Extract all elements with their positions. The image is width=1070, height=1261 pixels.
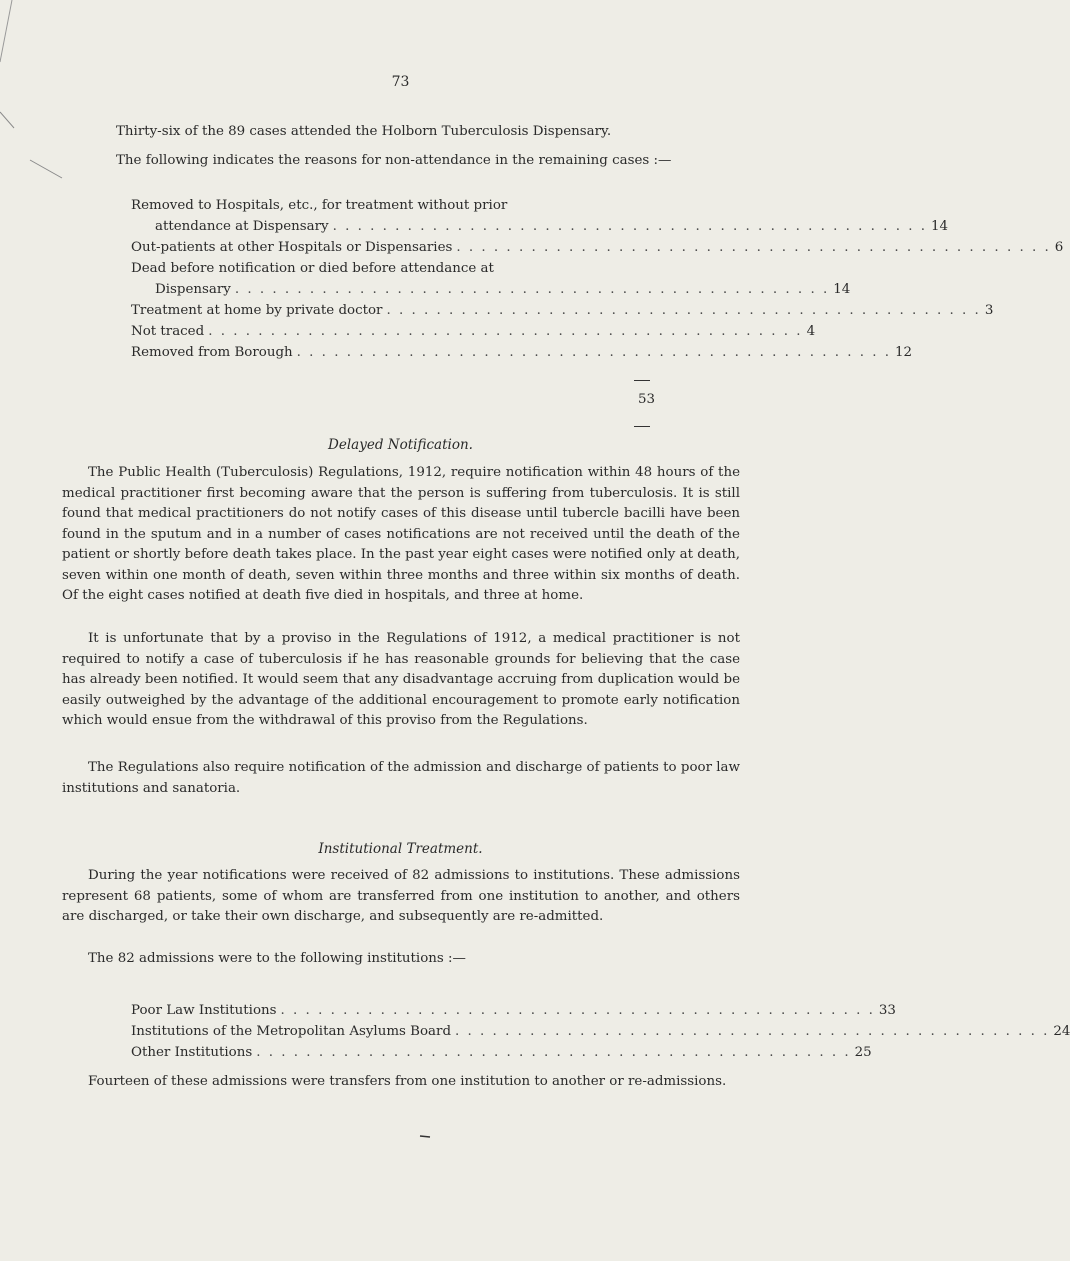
institution-value: 24 bbox=[1053, 1024, 1070, 1039]
institutional-paragraph-2: The 82 admissions were to the following institutions :— bbox=[88, 951, 466, 966]
institution-label: Poor Law Institutions bbox=[131, 1003, 277, 1018]
list-item bbox=[155, 217, 949, 237]
leader-dots: . . . . . . . . . . . . . . . . . . . . . . . . . . . . . . . . . . . . . . . . . . . . . . . . bbox=[332, 219, 927, 234]
list-item bbox=[155, 280, 851, 300]
leader-dots: . . . . . . . . . . . . . . . . . . . . . . . . . . . . . . . . . . . . . . . . . . . . . . . . bbox=[386, 303, 981, 318]
list-item bbox=[131, 1022, 1070, 1042]
list-item bbox=[131, 343, 913, 363]
page-number: 73 bbox=[391, 74, 410, 90]
reason-label: Out-patients at other Hospitals or Dispensaries bbox=[131, 240, 453, 255]
reason-label-line1: Removed to Hospitals, etc., for treatment without prior bbox=[131, 198, 508, 213]
leader-dots: . . . . . . . . . . . . . . . . . . . . . . . . . . . . . . . . . . . . . . . . . . . . . . . . bbox=[280, 1003, 875, 1018]
institution-label: Institutions of the Metropolitan Asylums Board bbox=[131, 1024, 452, 1039]
delayed-paragraph-3: The Regulations also require notification of the admission and discharge of patients to poor law institutions and sanatoria. bbox=[62, 760, 740, 796]
institution-value: 33 bbox=[878, 1003, 896, 1018]
section-heading-delayed: Delayed Notification. bbox=[328, 437, 473, 453]
scan-dash-mark bbox=[418, 1132, 434, 1140]
reason-value: 12 bbox=[895, 345, 913, 360]
leader-dots: . . . . . . . . . . . . . . . . . . . . . . . . . . . . . . . . . . . . . . . . . . . . . . . . bbox=[234, 282, 830, 297]
reason-value: 14 bbox=[930, 219, 949, 234]
list-item bbox=[131, 238, 1064, 258]
institution-label: Other Institutions bbox=[131, 1045, 253, 1060]
list-item bbox=[131, 1043, 872, 1063]
list-item bbox=[131, 322, 816, 342]
reason-value: 14 bbox=[833, 282, 851, 297]
intro-paragraph-2: The following indicates the reasons for non-attendance in the remaining cases :— bbox=[116, 153, 672, 168]
scan-edge-marks bbox=[0, 0, 801, 200]
leader-dots: . . . . . . . . . . . . . . . . . . . . . . . . . . . . . . . . . . . . . . . . . . . . . . . . bbox=[256, 1045, 851, 1060]
reason-value: 4 bbox=[806, 324, 816, 339]
reason-value: 3 bbox=[984, 303, 994, 318]
reason-label: Removed from Borough bbox=[131, 345, 293, 360]
list-item bbox=[131, 259, 655, 279]
reason-label: Treatment at home by private doctor bbox=[131, 303, 383, 318]
intro-paragraph-1: Thirty-six of the 89 cases attended the Holborn Tuberculosis Dispensary. bbox=[116, 124, 612, 139]
reason-label: Not traced bbox=[131, 324, 205, 339]
delayed-paragraph-2: It is unfortunate that by a proviso in the Regulations of 1912, a medical practitioner is not required to notify a case of tuberculosis if he has reasonable grounds for believing that the case has already been notified. It would seem that any disadvantage accruing from duplication would be easily outweighed by the advantage of the additional encouragement to promote early notification which would ensue from the withdrawal of this proviso from the Regulations. bbox=[62, 631, 740, 728]
leader-dots: . . . . . . . . . . . . . . . . . . . . . . . . . . . . . . . . . . . . . . . . . . . . . . . . bbox=[208, 324, 803, 339]
leader-dots: . . . . . . . . . . . . . . . . . . . . . . . . . . . . . . . . . . . . . . . . . . . . . . . . bbox=[456, 240, 1051, 255]
reason-label-line2: attendance at Dispensary bbox=[155, 219, 329, 234]
list-item bbox=[131, 1001, 896, 1021]
reason-value: 6 bbox=[1054, 240, 1064, 255]
leader-dots: . . . . . . . . . . . . . . . . . . . . . . . . . . . . . . . . . . . . . . . . . . . . . . . . bbox=[455, 1024, 1050, 1039]
total-rule-top bbox=[634, 380, 650, 381]
section-heading-institutional: Institutional Treatment. bbox=[318, 841, 483, 857]
institutional-paragraph-3: Fourteen of these admissions were transfers from one institution to another or re-admissions. bbox=[88, 1074, 727, 1089]
institutional-paragraph-1: During the year notifications were received of 82 admissions to institutions. These admissions represent 68 patients, some of whom are transferred from one institution to another, and others are discharged, or take their own discharge, and subsequently are re-admitted. bbox=[62, 868, 740, 924]
leader-dots: . . . . . . . . . . . . . . . . . . . . . . . . . . . . . . . . . . . . . . . . . . . . . . . . bbox=[296, 345, 892, 360]
reason-label-line1: Dead before notification or died before attendance at bbox=[131, 261, 494, 276]
delayed-paragraph-1: The Public Health (Tuberculosis) Regulations, 1912, require notification within 48 hours of the medical practitioner first becoming aware that the person is suffering from tuberculosis. It is still found that medical practitioners do not notify cases of this disease until tubercle bacilli have been found in the sputum and in a number of cases notifications are not received until the death of the patient or shortly before death takes place. In the past year eight cases were notified only at death, seven within one month of death, seven within three months and three within six months of death. Of the eight cases notified at death five died in hospitals, and three at home. bbox=[62, 465, 740, 603]
total-rule-bottom bbox=[634, 426, 650, 427]
institution-value: 25 bbox=[854, 1045, 872, 1060]
list-item bbox=[131, 301, 994, 321]
reasons-total: 53 bbox=[637, 392, 655, 407]
reason-label-line2: Dispensary bbox=[155, 282, 231, 297]
